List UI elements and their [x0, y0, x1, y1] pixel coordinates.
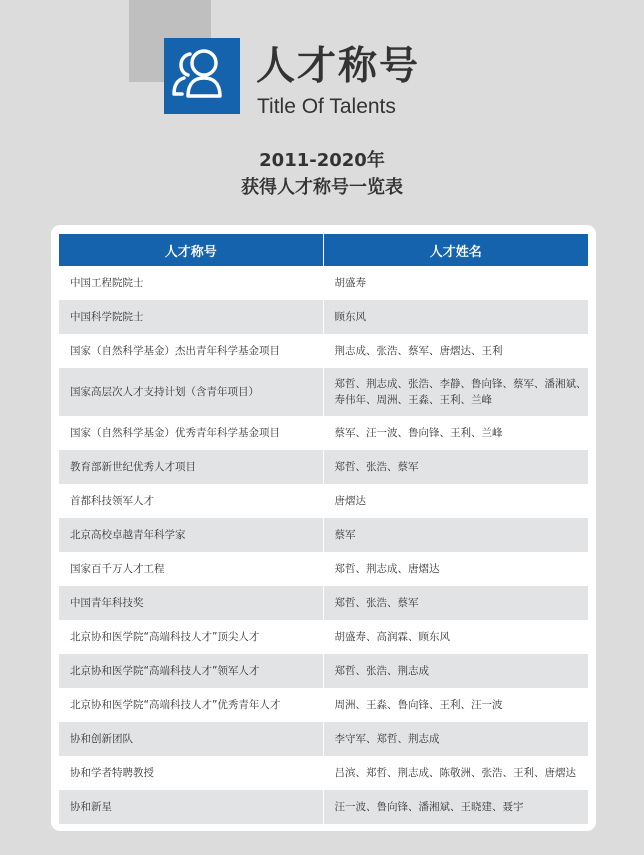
page-title-english: Title Of Talents [257, 95, 396, 118]
names-cell: 周洲、王淼、鲁向锋、王利、汪一波 [323, 688, 588, 722]
table-row [59, 722, 588, 756]
table-header-row [59, 234, 588, 266]
table-row [59, 266, 588, 300]
names-cell: 唐熠达 [323, 484, 588, 518]
title-cell: 教育部新世纪优秀人才项目 [59, 450, 323, 484]
names-cell: 郑哲、荆志成、唐熠达 [323, 552, 588, 586]
title-cell: 协和新星 [59, 790, 323, 824]
user-icon [164, 38, 240, 114]
title-cell: 协和创新团队 [59, 722, 323, 756]
table-row [59, 450, 588, 484]
table-row [59, 756, 588, 790]
table-row [59, 790, 588, 824]
title-cell: 国家百千万人才工程 [59, 552, 323, 586]
table-row [59, 552, 588, 586]
title-cell: 中国工程院院士 [59, 266, 323, 300]
title-cell: 北京协和医学院“高端科技人才”领军人才 [59, 654, 323, 688]
names-cell: 顾东风 [323, 300, 588, 334]
title-cell: 首都科技领军人才 [59, 484, 323, 518]
title-cell: 国家高层次人才支持计划（含青年项目） [59, 368, 323, 416]
subtitle-table-name: 获得人才称号一览表 [241, 177, 403, 198]
page-title: 人才称号 [256, 44, 421, 89]
title-cell: 中国科学院院士 [59, 300, 323, 334]
names-cell: 胡盛寿、高润霖、顾东风 [323, 620, 588, 654]
title-cell: 北京协和医学院“高端科技人才”优秀青年人才 [59, 688, 323, 722]
title-cell: 协和学者特聘教授 [59, 756, 323, 790]
table-row [59, 620, 588, 654]
names-cell: 汪一波、鲁向锋、潘湘斌、王晓建、聂宇 [323, 790, 588, 824]
table-row [59, 300, 588, 334]
title-cell: 中国青年科技奖 [59, 586, 323, 620]
talent-table [59, 234, 588, 824]
table-row [59, 586, 588, 620]
table-row [59, 654, 588, 688]
names-cell: 郑哲、张浩、蔡军 [323, 450, 588, 484]
logo-box [164, 38, 240, 114]
names-cell: 蔡军、汪一波、鲁向锋、王利、兰峰 [323, 416, 588, 450]
table-row [59, 416, 588, 450]
names-cell: 吕滨、郑哲、荆志成、陈敬洲、张浩、王利、唐熠达 [323, 756, 588, 790]
names-cell: 胡盛寿 [323, 266, 588, 300]
names-cell: 郑哲、张浩、荆志成 [323, 654, 588, 688]
table-row [59, 334, 588, 368]
table-row [59, 368, 588, 416]
column-header-title: 人才称号 [59, 234, 323, 266]
names-cell: 郑哲、荆志成、张浩、李静、鲁向锋、蔡军、潘湘斌、寿伟年、周洲、王淼、王利、兰峰 [323, 368, 588, 416]
column-header-names: 人才姓名 [323, 234, 588, 266]
title-cell: 国家（自然科学基金）杰出青年科学基金项目 [59, 334, 323, 368]
names-cell: 郑哲、张浩、蔡军 [323, 586, 588, 620]
title-cell: 北京协和医学院“高端科技人才”顶尖人才 [59, 620, 323, 654]
table-row [59, 688, 588, 722]
names-cell: 李守军、郑哲、荆志成 [323, 722, 588, 756]
table-row [59, 484, 588, 518]
names-cell: 蔡军 [323, 518, 588, 552]
names-cell: 荆志成、张浩、蔡军、唐熠达、王利 [323, 334, 588, 368]
table-row [59, 518, 588, 552]
subtitle-years: 2011-2020年 [259, 150, 385, 171]
title-cell: 北京高校卓越青年科学家 [59, 518, 323, 552]
title-cell: 国家（自然科学基金）优秀青年科学基金项目 [59, 416, 323, 450]
